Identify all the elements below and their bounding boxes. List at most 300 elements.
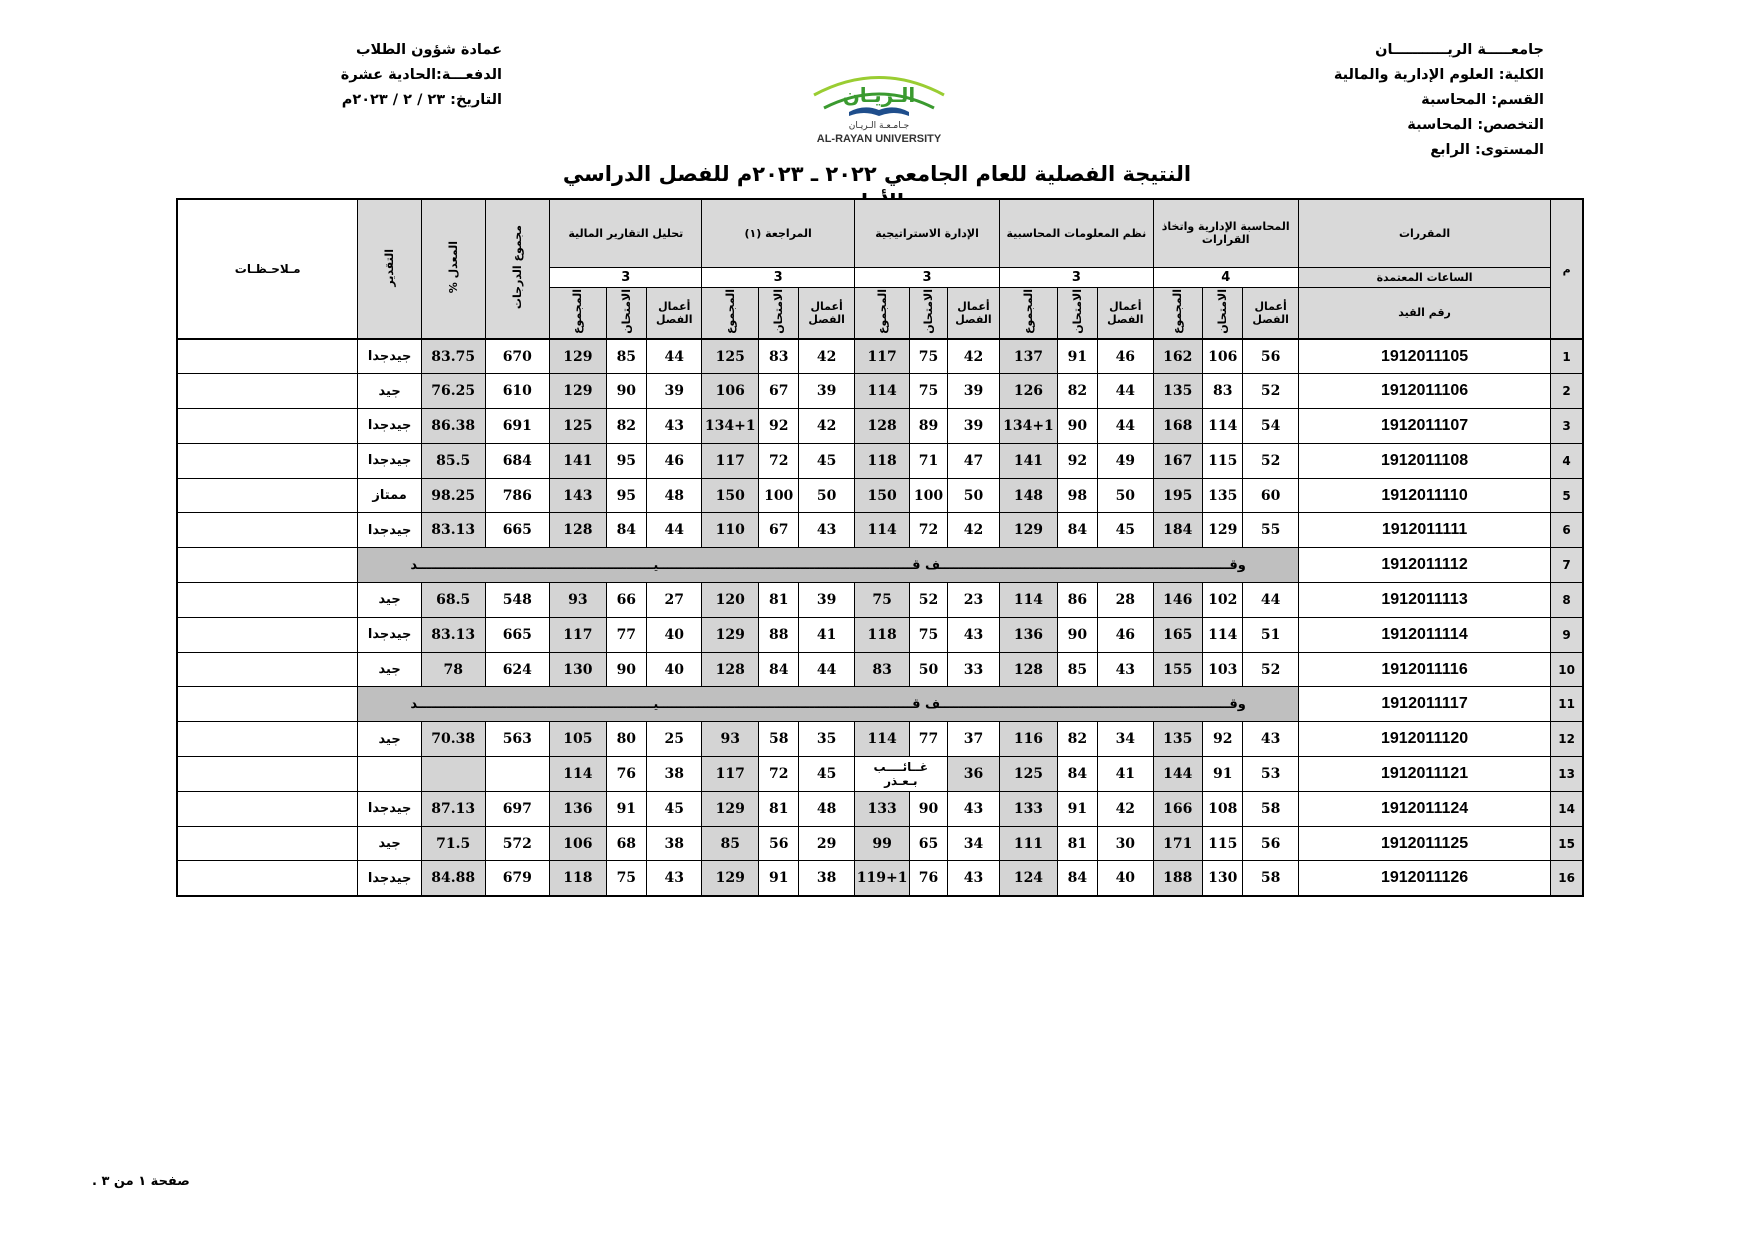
- row-index: 8: [1551, 583, 1583, 618]
- specialization-label: التخصص: المحاسبة: [1407, 117, 1544, 133]
- header-deanship-info: [322, 38, 502, 113]
- course-credits: 3: [1000, 267, 1153, 287]
- course-sum: 129: [550, 374, 607, 409]
- grade-label: جيد: [358, 374, 422, 409]
- coursework-mark: 30: [1098, 826, 1154, 861]
- coursework-mark: 47: [947, 443, 999, 478]
- coursework-mark: 60: [1243, 478, 1299, 513]
- col-reg-no-header: رقم القيد: [1298, 287, 1550, 339]
- table-row: [177, 826, 1583, 861]
- total-score: 665: [485, 617, 550, 652]
- course-sum: 184: [1153, 513, 1202, 548]
- coursework-mark: 38: [799, 861, 855, 896]
- coursework-mark: 43: [947, 791, 999, 826]
- coursework-mark: 43: [947, 617, 999, 652]
- course-credits: 3: [550, 267, 702, 287]
- notes-cell: [177, 757, 358, 792]
- page-number: صفحة ١ من ٣ .: [92, 1174, 190, 1189]
- course-sum: 162: [1153, 339, 1202, 374]
- sub-sum: المجموع: [1153, 287, 1202, 339]
- coursework-mark: 45: [799, 757, 855, 792]
- course-sum: 135: [1153, 374, 1202, 409]
- logo-english-text: AL-RAYAN UNIVERSITY: [816, 133, 942, 145]
- coursework-mark: 43: [799, 513, 855, 548]
- course-sum: 128: [854, 409, 910, 444]
- table-row: [177, 652, 1583, 687]
- registration-number: 1912011120: [1298, 722, 1550, 757]
- exam-mark: 71: [910, 443, 947, 478]
- table-row: [177, 722, 1583, 757]
- sub-coursework: أعمال الفصل: [1098, 287, 1154, 339]
- registration-number: 1912011126: [1298, 861, 1550, 896]
- average-percent: 83.13: [421, 513, 485, 548]
- average-percent: 68.5: [421, 583, 485, 618]
- course-sum: 150: [854, 478, 910, 513]
- total-score: 697: [485, 791, 550, 826]
- coursework-mark: 39: [799, 374, 855, 409]
- average-percent: 70.38: [421, 722, 485, 757]
- status-suspended: وقـــــــــــــــــــــــــــــــــــــــــــــــــــــــــــــــــف قـــــــــــــــــــــــــــــــــــــــــــــــــــــــــيـــــــــــــــــــــــــــــــــــــــــــــــــــــد: [358, 548, 1299, 583]
- average-percent: 85.5: [421, 443, 485, 478]
- course-sum: 125: [1000, 757, 1058, 792]
- exam-mark: 84: [1057, 861, 1097, 896]
- grade-label: جيدجدا: [358, 617, 422, 652]
- course-sum: 148: [1000, 478, 1058, 513]
- course-sum: 75: [854, 583, 910, 618]
- grade-label: جيد: [358, 826, 422, 861]
- coursework-mark: 50: [947, 478, 999, 513]
- course-sum: 114: [1000, 583, 1058, 618]
- coursework-mark: 44: [1098, 409, 1154, 444]
- grade-label: [358, 757, 422, 792]
- row-index: 15: [1551, 826, 1583, 861]
- absent-status: غــائــــب بـعـذر: [854, 757, 947, 792]
- course-sum: 119+1: [854, 861, 910, 896]
- notes-cell: [177, 861, 358, 896]
- registration-number: 1912011121: [1298, 757, 1550, 792]
- course-sum: 117: [702, 443, 759, 478]
- exam-mark: 91: [1203, 757, 1243, 792]
- exam-mark: 58: [759, 722, 799, 757]
- registration-number: 1912011124: [1298, 791, 1550, 826]
- course-sum: 99: [854, 826, 910, 861]
- coursework-mark: 56: [1243, 826, 1299, 861]
- exam-mark: 75: [910, 374, 947, 409]
- exam-mark: 83: [759, 339, 799, 374]
- coursework-mark: 44: [646, 339, 702, 374]
- coursework-mark: 58: [1243, 791, 1299, 826]
- grade-label: جيدجدا: [358, 409, 422, 444]
- exam-mark: 72: [759, 443, 799, 478]
- logo-sub-text: جـامـعـة الـريـان: [848, 121, 910, 131]
- exam-mark: 90: [606, 652, 646, 687]
- row-index: 2: [1551, 374, 1583, 409]
- exam-mark: 95: [606, 478, 646, 513]
- exam-mark: 85: [606, 339, 646, 374]
- average-percent: 84.88: [421, 861, 485, 896]
- col-avg-header: المعدل %: [421, 199, 485, 339]
- course-sum: 116: [1000, 722, 1058, 757]
- course-sum: 130: [550, 652, 607, 687]
- average-percent: 87.13: [421, 791, 485, 826]
- coursework-mark: 51: [1243, 617, 1299, 652]
- notes-cell: [177, 617, 358, 652]
- course-sum: 125: [550, 409, 607, 444]
- coursework-mark: 44: [646, 513, 702, 548]
- average-percent: 86.38: [421, 409, 485, 444]
- page-title: النتيجة الفصلية للعام الجامعي ٢٠٢٢ ـ ٢٠٢٣م للفصل الدراسي: [560, 160, 1194, 218]
- coursework-mark: 46: [1098, 339, 1154, 374]
- total-score: 563: [485, 722, 550, 757]
- grade-label: جيدجدا: [358, 513, 422, 548]
- course-sum: 111: [1000, 826, 1058, 861]
- table-row: [177, 478, 1583, 513]
- average-percent: 76.25: [421, 374, 485, 409]
- coursework-mark: 43: [1243, 722, 1299, 757]
- coursework-mark: 43: [646, 409, 702, 444]
- notes-cell: [177, 548, 358, 583]
- coursework-mark: 39: [799, 583, 855, 618]
- course-credits: 3: [854, 267, 999, 287]
- course-header: نظم المعلومات المحاسبية: [1000, 199, 1153, 267]
- grade-label: جيد: [358, 583, 422, 618]
- course-sum: 128: [702, 652, 759, 687]
- university-name: جامعـــــة الريـــــــــــان: [1375, 42, 1544, 58]
- notes-cell: [177, 339, 358, 374]
- exam-mark: 100: [759, 478, 799, 513]
- exam-mark: 135: [1203, 478, 1243, 513]
- average-percent: 78: [421, 652, 485, 687]
- course-sum: 106: [702, 374, 759, 409]
- course-sum: 129: [702, 617, 759, 652]
- row-index: 1: [1551, 339, 1583, 374]
- exam-mark: 82: [1057, 374, 1097, 409]
- course-sum: 133: [854, 791, 910, 826]
- row-index: 7: [1551, 548, 1583, 583]
- average-percent: 83.75: [421, 339, 485, 374]
- course-header: المحاسبة الإدارية واتخاذ القرارات: [1153, 199, 1298, 267]
- row-index: 14: [1551, 791, 1583, 826]
- course-sum: 195: [1153, 478, 1202, 513]
- course-sum: 129: [702, 861, 759, 896]
- course-sum: 114: [854, 722, 910, 757]
- exam-mark: 89: [910, 409, 947, 444]
- coursework-mark: 25: [646, 722, 702, 757]
- table-row: [177, 791, 1583, 826]
- course-sum: 134+1: [1000, 409, 1058, 444]
- course-sum: 155: [1153, 652, 1202, 687]
- total-score: 665: [485, 513, 550, 548]
- sub-sum: المجموع: [702, 287, 759, 339]
- exam-mark: 82: [606, 409, 646, 444]
- course-credits: 4: [1153, 267, 1298, 287]
- exam-mark: 91: [1057, 791, 1097, 826]
- course-sum: 114: [854, 374, 910, 409]
- course-sum: 126: [1000, 374, 1058, 409]
- course-sum: 168: [1153, 409, 1202, 444]
- sub-sum: المجموع: [854, 287, 910, 339]
- coursework-mark: 40: [646, 652, 702, 687]
- coursework-mark: 42: [947, 339, 999, 374]
- notes-cell: [177, 478, 358, 513]
- exam-mark: 67: [759, 374, 799, 409]
- course-sum: 167: [1153, 443, 1202, 478]
- exam-mark: 77: [606, 617, 646, 652]
- sub-exam: الامتحان: [910, 287, 947, 339]
- exam-mark: 86: [1057, 583, 1097, 618]
- level-label: المستوى: الرابع: [1430, 142, 1544, 158]
- total-score: 572: [485, 826, 550, 861]
- coursework-mark: 43: [947, 861, 999, 896]
- exam-mark: 115: [1203, 443, 1243, 478]
- col-total-header: مجموع الدرجات: [485, 199, 550, 339]
- exam-mark: 83: [1203, 374, 1243, 409]
- exam-mark: 106: [1203, 339, 1243, 374]
- notes-cell: [177, 513, 358, 548]
- course-sum: 144: [1153, 757, 1202, 792]
- course-sum: 166: [1153, 791, 1202, 826]
- date-label: التاريخ: ٢٣ / ٢ / ٢٠٢٣م: [341, 92, 502, 108]
- coursework-mark: 38: [646, 757, 702, 792]
- course-sum: 128: [1000, 652, 1058, 687]
- sub-coursework: أعمال الفصل: [646, 287, 702, 339]
- course-sum: 171: [1153, 826, 1202, 861]
- row-index: 4: [1551, 443, 1583, 478]
- course-header: الإدارة الاستراتيجية: [854, 199, 999, 267]
- status-suspended: وقـــــــــــــــــــــــــــــــــــــــــــــــــــــــــــــــــف قـــــــــــــــــــــــــــــــــــــــــــــــــــــــــيـــــــــــــــــــــــــــــــــــــــــــــــــــــد: [358, 687, 1299, 722]
- coursework-mark: 43: [1098, 652, 1154, 687]
- coursework-mark: 52: [1243, 652, 1299, 687]
- exam-mark: 85: [1057, 652, 1097, 687]
- exam-mark: 129: [1203, 513, 1243, 548]
- course-sum: 93: [550, 583, 607, 618]
- exam-mark: 81: [1057, 826, 1097, 861]
- coursework-mark: 50: [1098, 478, 1154, 513]
- coursework-mark: 42: [1098, 791, 1154, 826]
- exam-mark: 80: [606, 722, 646, 757]
- total-score: 691: [485, 409, 550, 444]
- col-index-header: م: [1551, 199, 1583, 339]
- exam-mark: 77: [910, 722, 947, 757]
- table-row: [177, 513, 1583, 548]
- coursework-mark: 41: [799, 617, 855, 652]
- course-header: تحليل التقارير المالية: [550, 199, 702, 267]
- coursework-mark: 49: [1098, 443, 1154, 478]
- total-score: 670: [485, 339, 550, 374]
- exam-mark: 52: [910, 583, 947, 618]
- coursework-mark: 45: [646, 791, 702, 826]
- table-row: [177, 861, 1583, 896]
- exam-mark: 66: [606, 583, 646, 618]
- exam-mark: 90: [606, 374, 646, 409]
- registration-number: 1912011116: [1298, 652, 1550, 687]
- table-row: [177, 617, 1583, 652]
- course-sum: 118: [854, 617, 910, 652]
- course-sum: 125: [702, 339, 759, 374]
- total-score: [485, 757, 550, 792]
- total-score: 786: [485, 478, 550, 513]
- course-sum: 106: [550, 826, 607, 861]
- coursework-mark: 45: [1098, 513, 1154, 548]
- grade-label: جيدجدا: [358, 339, 422, 374]
- exam-mark: 115: [1203, 826, 1243, 861]
- course-sum: 143: [550, 478, 607, 513]
- exam-mark: 56: [759, 826, 799, 861]
- department-label: القسم: المحاسبة: [1421, 92, 1544, 108]
- registration-number: 1912011106: [1298, 374, 1550, 409]
- table-row: [177, 374, 1583, 409]
- notes-cell: [177, 791, 358, 826]
- exam-mark: 88: [759, 617, 799, 652]
- exam-mark: 84: [1057, 757, 1097, 792]
- exam-mark: 92: [1203, 722, 1243, 757]
- course-credits: 3: [702, 267, 854, 287]
- exam-mark: 75: [910, 339, 947, 374]
- course-sum: 83: [854, 652, 910, 687]
- course-sum: 129: [550, 339, 607, 374]
- coursework-mark: 44: [1098, 374, 1154, 409]
- grade-label: جيد: [358, 722, 422, 757]
- sub-sum: المجموع: [1000, 287, 1058, 339]
- notes-cell: [177, 583, 358, 618]
- course-sum: 141: [550, 443, 607, 478]
- row-index: 10: [1551, 652, 1583, 687]
- coursework-mark: 39: [646, 374, 702, 409]
- sub-exam: الامتحان: [1057, 287, 1097, 339]
- course-sum: 165: [1153, 617, 1202, 652]
- course-sum: 135: [1153, 722, 1202, 757]
- coursework-mark: 48: [646, 478, 702, 513]
- exam-mark: 68: [606, 826, 646, 861]
- exam-mark: 92: [759, 409, 799, 444]
- average-percent: 83.13: [421, 617, 485, 652]
- exam-mark: 114: [1203, 409, 1243, 444]
- grade-label: جيدجدا: [358, 443, 422, 478]
- sub-exam: الامتحان: [606, 287, 646, 339]
- course-sum: 118: [550, 861, 607, 896]
- logo-arabic-text: الـريـان: [842, 83, 916, 107]
- coursework-mark: 58: [1243, 861, 1299, 896]
- course-sum: 118: [854, 443, 910, 478]
- exam-mark: 108: [1203, 791, 1243, 826]
- col-grade-header: التقدير: [358, 199, 422, 339]
- exam-mark: 50: [910, 652, 947, 687]
- registration-number: 1912011125: [1298, 826, 1550, 861]
- exam-mark: 76: [910, 861, 947, 896]
- exam-mark: 76: [606, 757, 646, 792]
- coursework-mark: 52: [1243, 443, 1299, 478]
- total-score: 610: [485, 374, 550, 409]
- coursework-mark: 50: [799, 478, 855, 513]
- coursework-mark: 29: [799, 826, 855, 861]
- exam-mark: 81: [759, 583, 799, 618]
- grade-label: ممتاز: [358, 478, 422, 513]
- course-sum: 188: [1153, 861, 1202, 896]
- coursework-mark: 42: [799, 409, 855, 444]
- course-sum: 117: [550, 617, 607, 652]
- course-sum: 117: [702, 757, 759, 792]
- course-sum: 117: [854, 339, 910, 374]
- exam-mark: 114: [1203, 617, 1243, 652]
- exam-mark: 84: [1057, 513, 1097, 548]
- coursework-mark: 40: [646, 617, 702, 652]
- notes-cell: [177, 722, 358, 757]
- grade-label: جيد: [358, 652, 422, 687]
- course-sum: 141: [1000, 443, 1058, 478]
- coursework-mark: 46: [646, 443, 702, 478]
- exam-mark: 100: [910, 478, 947, 513]
- coursework-mark: 48: [799, 791, 855, 826]
- exam-mark: 81: [759, 791, 799, 826]
- exam-mark: 91: [759, 861, 799, 896]
- course-sum: 85: [702, 826, 759, 861]
- results-body: [177, 339, 1583, 896]
- coursework-mark: 43: [646, 861, 702, 896]
- exam-mark: 102: [1203, 583, 1243, 618]
- sub-coursework: أعمال الفصل: [799, 287, 855, 339]
- total-score: 684: [485, 443, 550, 478]
- total-score: 679: [485, 861, 550, 896]
- row-index: 16: [1551, 861, 1583, 896]
- total-score: 548: [485, 583, 550, 618]
- notes-cell: [177, 652, 358, 687]
- table-row: [177, 687, 1583, 722]
- coursework-mark: 54: [1243, 409, 1299, 444]
- course-header: المراجعة (١): [702, 199, 854, 267]
- course-sum: 120: [702, 583, 759, 618]
- notes-cell: [177, 687, 358, 722]
- course-sum: 114: [854, 513, 910, 548]
- coursework-mark: 44: [1243, 583, 1299, 618]
- course-sum: 129: [702, 791, 759, 826]
- coursework-mark: 41: [1098, 757, 1154, 792]
- course-sum: 128: [550, 513, 607, 548]
- registration-number: 1912011113: [1298, 583, 1550, 618]
- coursework-mark: 46: [1098, 617, 1154, 652]
- course-sum: 133: [1000, 791, 1058, 826]
- exam-mark: 65: [910, 826, 947, 861]
- exam-mark: 130: [1203, 861, 1243, 896]
- exam-mark: 91: [1057, 339, 1097, 374]
- registration-number: 1912011105: [1298, 339, 1550, 374]
- row-index: 13: [1551, 757, 1583, 792]
- exam-mark: 90: [1057, 409, 1097, 444]
- coursework-mark: 56: [1243, 339, 1299, 374]
- sub-coursework: أعمال الفصل: [1243, 287, 1299, 339]
- sub-coursework: أعمال الفصل: [947, 287, 999, 339]
- coursework-mark: 37: [947, 722, 999, 757]
- notes-cell: [177, 374, 358, 409]
- registration-number: 1912011107: [1298, 409, 1550, 444]
- total-score: 624: [485, 652, 550, 687]
- coursework-mark: 35: [799, 722, 855, 757]
- results-table: [176, 198, 1584, 897]
- deanship-label: عمادة شؤون الطلاب: [355, 42, 502, 58]
- sub-exam: الامتحان: [759, 287, 799, 339]
- exam-mark: 82: [1057, 722, 1097, 757]
- registration-number: 1912011112: [1298, 548, 1550, 583]
- course-sum: 105: [550, 722, 607, 757]
- exam-mark: 90: [910, 791, 947, 826]
- course-sum: 134+1: [702, 409, 759, 444]
- exam-mark: 67: [759, 513, 799, 548]
- registration-number: 1912011117: [1298, 687, 1550, 722]
- notes-cell: [177, 409, 358, 444]
- coursework-mark: 39: [947, 409, 999, 444]
- course-sum: 136: [1000, 617, 1058, 652]
- header-institution-info: [1334, 38, 1544, 163]
- row-index: 12: [1551, 722, 1583, 757]
